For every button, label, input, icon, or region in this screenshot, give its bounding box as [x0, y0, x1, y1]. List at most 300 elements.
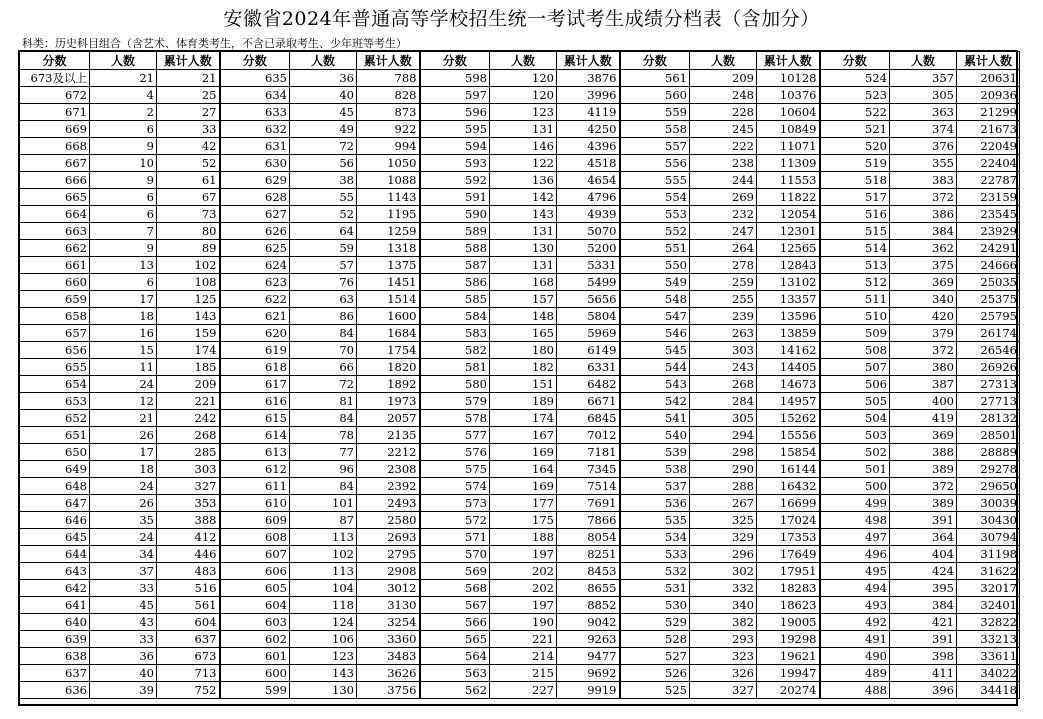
count-cell: 113: [290, 529, 357, 546]
count-cell: 383: [890, 172, 957, 189]
cumulative-cell: 1892: [357, 376, 420, 393]
count-cell: 24: [90, 529, 157, 546]
cumulative-cell: 14673: [757, 376, 820, 393]
score-cell: 673及以上: [20, 70, 90, 87]
count-cell: 21: [90, 70, 157, 87]
score-cell: 672: [20, 87, 90, 104]
score-cell: 540: [620, 427, 690, 444]
cumulative-cell: 1050: [357, 155, 420, 172]
count-cell: 76: [290, 274, 357, 291]
count-cell: 169: [490, 478, 557, 495]
cumulative-cell: 6482: [557, 376, 620, 393]
count-cell: 120: [490, 70, 557, 87]
cumulative-cell: 828: [357, 87, 420, 104]
count-cell: 303: [690, 342, 757, 359]
count-cell: 264: [690, 240, 757, 257]
score-cell: 580: [420, 376, 490, 393]
table-row: [20, 478, 1020, 495]
score-cell: 497: [820, 529, 890, 546]
score-cell: 508: [820, 342, 890, 359]
score-cell: 598: [420, 70, 490, 87]
cumulative-cell: 15854: [757, 444, 820, 461]
count-cell: 267: [690, 495, 757, 512]
cumulative-cell: 14405: [757, 359, 820, 376]
count-cell: 269: [690, 189, 757, 206]
score-cell: 583: [420, 325, 490, 342]
score-cell: 506: [820, 376, 890, 393]
cumulative-cell: 125: [157, 291, 220, 308]
score-cell: 550: [620, 257, 690, 274]
score-cell: 562: [420, 682, 490, 699]
cumulative-cell: 4654: [557, 172, 620, 189]
score-cell: 549: [620, 274, 690, 291]
score-cell: 523: [820, 87, 890, 104]
count-cell: 244: [690, 172, 757, 189]
count-cell: 59: [290, 240, 357, 257]
count-cell: 398: [890, 648, 957, 665]
cumulative-cell: 12054: [757, 206, 820, 223]
score-cell: 542: [620, 393, 690, 410]
score-cell: 571: [420, 529, 490, 546]
score-distribution-table: [19, 51, 1020, 699]
table-row: [20, 172, 1020, 189]
count-cell: 278: [690, 257, 757, 274]
cumulative-cell: 80: [157, 223, 220, 240]
cumulative-cell: 4518: [557, 155, 620, 172]
count-cell: 151: [490, 376, 557, 393]
count-cell: 17: [90, 291, 157, 308]
count-cell: 148: [490, 308, 557, 325]
score-cell: 666: [20, 172, 90, 189]
score-cell: 618: [220, 359, 290, 376]
score-header: 分数: [620, 52, 690, 70]
table-row: [20, 308, 1020, 325]
count-cell: 6: [90, 121, 157, 138]
cumulative-cell: 21299: [957, 104, 1020, 121]
cumulative-cell: 17024: [757, 512, 820, 529]
table-row: [20, 444, 1020, 461]
cumulative-cell: 412: [157, 529, 220, 546]
score-cell: 590: [420, 206, 490, 223]
score-cell: 521: [820, 121, 890, 138]
score-cell: 644: [20, 546, 90, 563]
cumulative-cell: 32822: [957, 614, 1020, 631]
score-cell: 604: [220, 597, 290, 614]
table-row: [20, 665, 1020, 682]
cumulative-cell: 2212: [357, 444, 420, 461]
cumulative-cell: 516: [157, 580, 220, 597]
count-cell: 396: [890, 682, 957, 699]
cumulative-cell: 13859: [757, 325, 820, 342]
count-cell: 386: [890, 206, 957, 223]
score-header: 分数: [420, 52, 490, 70]
count-cell: 36: [90, 648, 157, 665]
count-cell: 10: [90, 155, 157, 172]
score-cell: 522: [820, 104, 890, 121]
cumulative-cell: 32017: [957, 580, 1020, 597]
count-cell: 372: [890, 189, 957, 206]
score-cell: 488: [820, 682, 890, 699]
count-header: 人数: [90, 52, 157, 70]
count-cell: 379: [890, 325, 957, 342]
score-cell: 543: [620, 376, 690, 393]
score-cell: 524: [820, 70, 890, 87]
count-cell: 13: [90, 257, 157, 274]
score-cell: 545: [620, 342, 690, 359]
score-cell: 667: [20, 155, 90, 172]
score-cell: 498: [820, 512, 890, 529]
cumulative-header: 累计人数: [957, 52, 1020, 70]
count-cell: 45: [290, 104, 357, 121]
score-cell: 492: [820, 614, 890, 631]
count-cell: 290: [690, 461, 757, 478]
count-cell: 81: [290, 393, 357, 410]
count-cell: 232: [690, 206, 757, 223]
table-row: [20, 529, 1020, 546]
table-row: [20, 342, 1020, 359]
score-cell: 611: [220, 478, 290, 495]
cumulative-cell: 25795: [957, 308, 1020, 325]
count-cell: 167: [490, 427, 557, 444]
cumulative-cell: 1754: [357, 342, 420, 359]
count-cell: 180: [490, 342, 557, 359]
cumulative-cell: 31622: [957, 563, 1020, 580]
count-cell: 84: [290, 325, 357, 342]
score-cell: 610: [220, 495, 290, 512]
count-cell: 6: [90, 274, 157, 291]
count-cell: 384: [890, 597, 957, 614]
cumulative-cell: 8655: [557, 580, 620, 597]
cumulative-cell: 7866: [557, 512, 620, 529]
score-cell: 652: [20, 410, 90, 427]
count-cell: 165: [490, 325, 557, 342]
score-cell: 663: [20, 223, 90, 240]
count-cell: 362: [890, 240, 957, 257]
score-cell: 659: [20, 291, 90, 308]
count-cell: 190: [490, 614, 557, 631]
cumulative-cell: 6331: [557, 359, 620, 376]
score-cell: 569: [420, 563, 490, 580]
cumulative-cell: 27713: [957, 393, 1020, 410]
count-cell: 6: [90, 206, 157, 223]
count-cell: 215: [490, 665, 557, 682]
score-cell: 578: [420, 410, 490, 427]
count-cell: 64: [290, 223, 357, 240]
count-cell: 209: [690, 70, 757, 87]
count-cell: 38: [290, 172, 357, 189]
count-cell: 37: [90, 563, 157, 580]
cumulative-cell: 2392: [357, 478, 420, 495]
score-cell: 631: [220, 138, 290, 155]
count-cell: 63: [290, 291, 357, 308]
count-cell: 247: [690, 223, 757, 240]
count-cell: 421: [890, 614, 957, 631]
count-cell: 369: [890, 274, 957, 291]
cumulative-cell: 102: [157, 257, 220, 274]
count-cell: 238: [690, 155, 757, 172]
score-cell: 555: [620, 172, 690, 189]
table-header-row: [20, 52, 1020, 70]
score-cell: 529: [620, 614, 690, 631]
cumulative-cell: 25035: [957, 274, 1020, 291]
count-cell: 40: [90, 665, 157, 682]
cumulative-cell: 604: [157, 614, 220, 631]
cumulative-cell: 788: [357, 70, 420, 87]
table-row: [20, 206, 1020, 223]
cumulative-cell: 22404: [957, 155, 1020, 172]
cumulative-cell: 18283: [757, 580, 820, 597]
cumulative-cell: 1973: [357, 393, 420, 410]
count-cell: 84: [290, 410, 357, 427]
score-cell: 671: [20, 104, 90, 121]
score-cell: 547: [620, 308, 690, 325]
cumulative-cell: 5656: [557, 291, 620, 308]
count-cell: 7: [90, 223, 157, 240]
score-cell: 536: [620, 495, 690, 512]
score-cell: 638: [20, 648, 90, 665]
score-cell: 616: [220, 393, 290, 410]
cumulative-cell: 2693: [357, 529, 420, 546]
cumulative-cell: 7012: [557, 427, 620, 444]
count-cell: 143: [490, 206, 557, 223]
cumulative-cell: 1318: [357, 240, 420, 257]
score-cell: 553: [620, 206, 690, 223]
score-cell: 624: [220, 257, 290, 274]
table-row: [20, 189, 1020, 206]
count-cell: 142: [490, 189, 557, 206]
cumulative-cell: 4250: [557, 121, 620, 138]
cumulative-cell: 16144: [757, 461, 820, 478]
score-cell: 546: [620, 325, 690, 342]
score-cell: 603: [220, 614, 290, 631]
count-cell: 52: [290, 206, 357, 223]
cumulative-cell: 12565: [757, 240, 820, 257]
cumulative-cell: 6149: [557, 342, 620, 359]
count-cell: 86: [290, 308, 357, 325]
cumulative-cell: 7691: [557, 495, 620, 512]
table-row: [20, 104, 1020, 121]
count-cell: 202: [490, 563, 557, 580]
cumulative-cell: 5331: [557, 257, 620, 274]
count-cell: 6: [90, 189, 157, 206]
cumulative-cell: 22787: [957, 172, 1020, 189]
count-cell: 2: [90, 104, 157, 121]
cumulative-cell: 34418: [957, 682, 1020, 699]
cumulative-cell: 303: [157, 461, 220, 478]
cumulative-cell: 8852: [557, 597, 620, 614]
table-row: [20, 512, 1020, 529]
cumulative-cell: 752: [157, 682, 220, 699]
score-cell: 640: [20, 614, 90, 631]
cumulative-cell: 1600: [357, 308, 420, 325]
count-cell: 298: [690, 444, 757, 461]
score-cell: 493: [820, 597, 890, 614]
score-cell: 585: [420, 291, 490, 308]
count-cell: 87: [290, 512, 357, 529]
count-cell: 227: [490, 682, 557, 699]
cumulative-cell: 3626: [357, 665, 420, 682]
cumulative-cell: 17353: [757, 529, 820, 546]
cumulative-cell: 2135: [357, 427, 420, 444]
cumulative-cell: 2493: [357, 495, 420, 512]
cumulative-cell: 159: [157, 325, 220, 342]
score-cell: 541: [620, 410, 690, 427]
cumulative-header: 累计人数: [557, 52, 620, 70]
count-cell: 130: [290, 682, 357, 699]
table-row: [20, 495, 1020, 512]
cumulative-cell: 242: [157, 410, 220, 427]
score-cell: 602: [220, 631, 290, 648]
table-row: [20, 410, 1020, 427]
cumulative-cell: 5070: [557, 223, 620, 240]
cumulative-cell: 32401: [957, 597, 1020, 614]
count-cell: 17: [90, 444, 157, 461]
count-cell: 24: [90, 376, 157, 393]
count-cell: 395: [890, 580, 957, 597]
cumulative-cell: 10604: [757, 104, 820, 121]
cumulative-cell: 3130: [357, 597, 420, 614]
cumulative-cell: 30794: [957, 529, 1020, 546]
cumulative-cell: 28132: [957, 410, 1020, 427]
cumulative-cell: 42: [157, 138, 220, 155]
count-cell: 131: [490, 121, 557, 138]
table-row: [20, 614, 1020, 631]
cumulative-cell: 19947: [757, 665, 820, 682]
count-cell: 388: [890, 444, 957, 461]
score-cell: 584: [420, 308, 490, 325]
cumulative-cell: 713: [157, 665, 220, 682]
score-cell: 665: [20, 189, 90, 206]
cumulative-cell: 10849: [757, 121, 820, 138]
score-cell: 657: [20, 325, 90, 342]
score-cell: 561: [620, 70, 690, 87]
score-cell: 559: [620, 104, 690, 121]
count-cell: 263: [690, 325, 757, 342]
table-row: [20, 223, 1020, 240]
cumulative-cell: 3360: [357, 631, 420, 648]
cumulative-cell: 2908: [357, 563, 420, 580]
count-cell: 34: [90, 546, 157, 563]
cumulative-cell: 16699: [757, 495, 820, 512]
score-cell: 608: [220, 529, 290, 546]
cumulative-cell: 6671: [557, 393, 620, 410]
score-cell: 566: [420, 614, 490, 631]
count-cell: 4: [90, 87, 157, 104]
count-cell: 329: [690, 529, 757, 546]
count-cell: 255: [690, 291, 757, 308]
score-cell: 530: [620, 597, 690, 614]
score-cell: 575: [420, 461, 490, 478]
cumulative-cell: 25: [157, 87, 220, 104]
count-cell: 284: [690, 393, 757, 410]
score-cell: 538: [620, 461, 690, 478]
score-cell: 591: [420, 189, 490, 206]
score-cell: 655: [20, 359, 90, 376]
score-cell: 615: [220, 410, 290, 427]
count-cell: 340: [690, 597, 757, 614]
score-cell: 527: [620, 648, 690, 665]
cumulative-cell: 11553: [757, 172, 820, 189]
score-cell: 554: [620, 189, 690, 206]
score-cell: 501: [820, 461, 890, 478]
cumulative-cell: 13357: [757, 291, 820, 308]
cumulative-cell: 9477: [557, 648, 620, 665]
score-cell: 661: [20, 257, 90, 274]
count-cell: 332: [690, 580, 757, 597]
score-cell: 595: [420, 121, 490, 138]
table-row: [20, 393, 1020, 410]
cumulative-cell: 33611: [957, 648, 1020, 665]
cumulative-cell: 4396: [557, 138, 620, 155]
count-cell: 340: [890, 291, 957, 308]
cumulative-cell: 24291: [957, 240, 1020, 257]
score-cell: 612: [220, 461, 290, 478]
cumulative-cell: 11309: [757, 155, 820, 172]
count-cell: 355: [890, 155, 957, 172]
cumulative-cell: 24666: [957, 257, 1020, 274]
cumulative-cell: 21673: [957, 121, 1020, 138]
cumulative-cell: 19621: [757, 648, 820, 665]
score-cell: 535: [620, 512, 690, 529]
score-cell: 627: [220, 206, 290, 223]
cumulative-cell: 221: [157, 393, 220, 410]
score-cell: 548: [620, 291, 690, 308]
count-cell: 380: [890, 359, 957, 376]
subject-category-note: 科类：历史科目组合（含艺术、体育类考生，不含已录取考生、少年班等考生）: [22, 37, 407, 50]
cumulative-cell: 7345: [557, 461, 620, 478]
cumulative-cell: 1143: [357, 189, 420, 206]
count-cell: 268: [690, 376, 757, 393]
score-cell: 526: [620, 665, 690, 682]
score-cell: 577: [420, 427, 490, 444]
score-header: 分数: [220, 52, 290, 70]
count-cell: 57: [290, 257, 357, 274]
cumulative-cell: 25375: [957, 291, 1020, 308]
count-cell: 364: [890, 529, 957, 546]
cumulative-cell: 2057: [357, 410, 420, 427]
score-cell: 637: [20, 665, 90, 682]
table-row: [20, 597, 1020, 614]
cumulative-cell: 1684: [357, 325, 420, 342]
score-cell: 619: [220, 342, 290, 359]
score-cell: 650: [20, 444, 90, 461]
count-cell: 84: [290, 478, 357, 495]
cumulative-cell: 353: [157, 495, 220, 512]
count-cell: 189: [490, 393, 557, 410]
count-cell: 36: [290, 70, 357, 87]
count-cell: 382: [690, 614, 757, 631]
cumulative-cell: 14162: [757, 342, 820, 359]
score-cell: 572: [420, 512, 490, 529]
count-cell: 389: [890, 495, 957, 512]
score-cell: 505: [820, 393, 890, 410]
score-cell: 593: [420, 155, 490, 172]
cumulative-cell: 30039: [957, 495, 1020, 512]
score-cell: 648: [20, 478, 90, 495]
count-cell: 411: [890, 665, 957, 682]
cumulative-cell: 4939: [557, 206, 620, 223]
score-cell: 525: [620, 682, 690, 699]
score-cell: 607: [220, 546, 290, 563]
count-cell: 131: [490, 257, 557, 274]
score-cell: 500: [820, 478, 890, 495]
count-cell: 70: [290, 342, 357, 359]
cumulative-cell: 28501: [957, 427, 1020, 444]
cumulative-cell: 20936: [957, 87, 1020, 104]
cumulative-cell: 1514: [357, 291, 420, 308]
count-cell: 357: [890, 70, 957, 87]
count-cell: 323: [690, 648, 757, 665]
